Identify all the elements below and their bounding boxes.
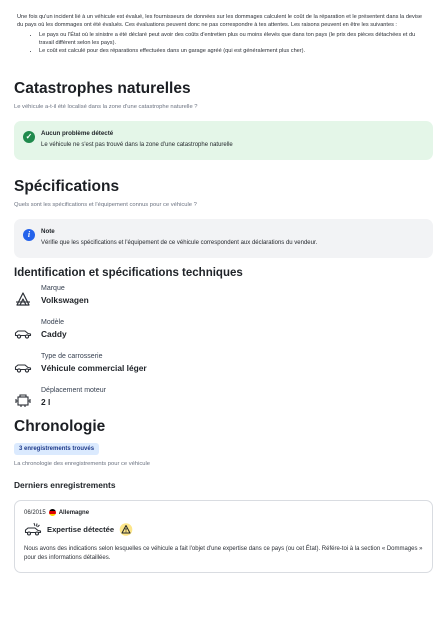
specifications-heading: Spécifications (14, 178, 120, 195)
spec-engine-displacement (14, 387, 314, 415)
alert-title: Aucun problème détecté (41, 130, 114, 137)
spec-value: 2 l (41, 397, 51, 407)
record-meta (24, 509, 89, 516)
spec-label: Type de carrosserie (41, 353, 103, 360)
flag-stripe (49, 514, 56, 516)
timeline-record-card (14, 500, 433, 573)
warning-icon (119, 523, 133, 536)
no-problem-alert (14, 121, 433, 160)
intro-bullet: • Le pays ou l'État où le sinistre a été déclaré peut avoir des coûts d'entretien plus ou moins élevés que dans ton pays (le prix des pièces détachées et du travail diffèrent selon les pays). (39, 31, 429, 48)
records-count-badge: 3 enregistrements trouvés (14, 443, 99, 455)
spec-value: Volkswagen (41, 295, 89, 305)
spec-value: Caddy (41, 329, 67, 339)
engine-icon (14, 392, 32, 410)
intro-paragraph: Une fois qu'un incident lié à un véhicule est évalué, les fournisseurs de données sur les dommages calculent le coût de la réparation et le présentent dans la devise du pays où les dommages ont été évalués. Ces évaluations peuvent donc ne pas correspondre à tes attentes. Les raisons peuvent en être les suivantes : (17, 14, 422, 29)
car-side-icon (14, 358, 32, 376)
note-text: Vérifie que les spécifications et l'équipement de ce véhicule correspondent aux déclarations du vendeur. (41, 240, 318, 246)
germany-flag-icon (49, 509, 56, 516)
note-alert (14, 219, 433, 258)
intro-bullet-list (17, 31, 429, 56)
car-brand-icon (14, 290, 32, 308)
timeline-heading: Chronologie (14, 418, 106, 435)
alert-text: Le véhicule ne s'est pas trouvé dans la zone d'une catastrophe naturelle (41, 142, 233, 148)
natural-disasters-heading: Catastrophes naturelles (14, 80, 191, 97)
spec-label: Marque (41, 285, 65, 292)
spec-body-type (14, 353, 314, 381)
damage-cost-explanation (17, 13, 429, 55)
record-date: 06/2015 (24, 509, 46, 516)
record-event-title: Expertise détectée (47, 524, 115, 534)
record-country: Allemagne (58, 509, 90, 516)
damaged-car-icon (24, 522, 42, 536)
record-event (24, 522, 133, 536)
spec-model (14, 319, 314, 347)
note-title: Note (41, 228, 55, 235)
spec-brand (14, 285, 314, 313)
car-side-icon (14, 324, 32, 342)
timeline-subtitle: La chronologie des enregistrements pour ce véhicule (14, 461, 150, 467)
check-circle-icon: ✓ (23, 131, 35, 143)
spec-label: Modèle (41, 319, 64, 326)
record-description: Nous avons des indications selon lesquelles ce véhicule a fait l'objet d'une expertise dans ce pays (ou cet État). Référe-toi à la section « Dommages » pour des informations détaillées. (24, 546, 423, 561)
spec-label: Déplacement moteur (41, 387, 106, 394)
latest-records-heading: Derniers enregistrements (14, 480, 116, 490)
info-circle-icon: i (23, 229, 35, 241)
specifications-question: Quels sont les spécifications et l'équipement connus pour ce véhicule ? (14, 202, 197, 208)
intro-bullet: • Le coût est calculé pour des réparations effectuées dans un garage agréé (qui est généralement plus cher). (39, 47, 429, 55)
natural-disasters-question: Le véhicule a-t-il été localisé dans la zone d'une catastrophe naturelle ? (14, 104, 198, 110)
spec-value: Véhicule commercial léger (41, 363, 147, 373)
identification-heading: Identification et spécifications techniques (14, 267, 243, 279)
